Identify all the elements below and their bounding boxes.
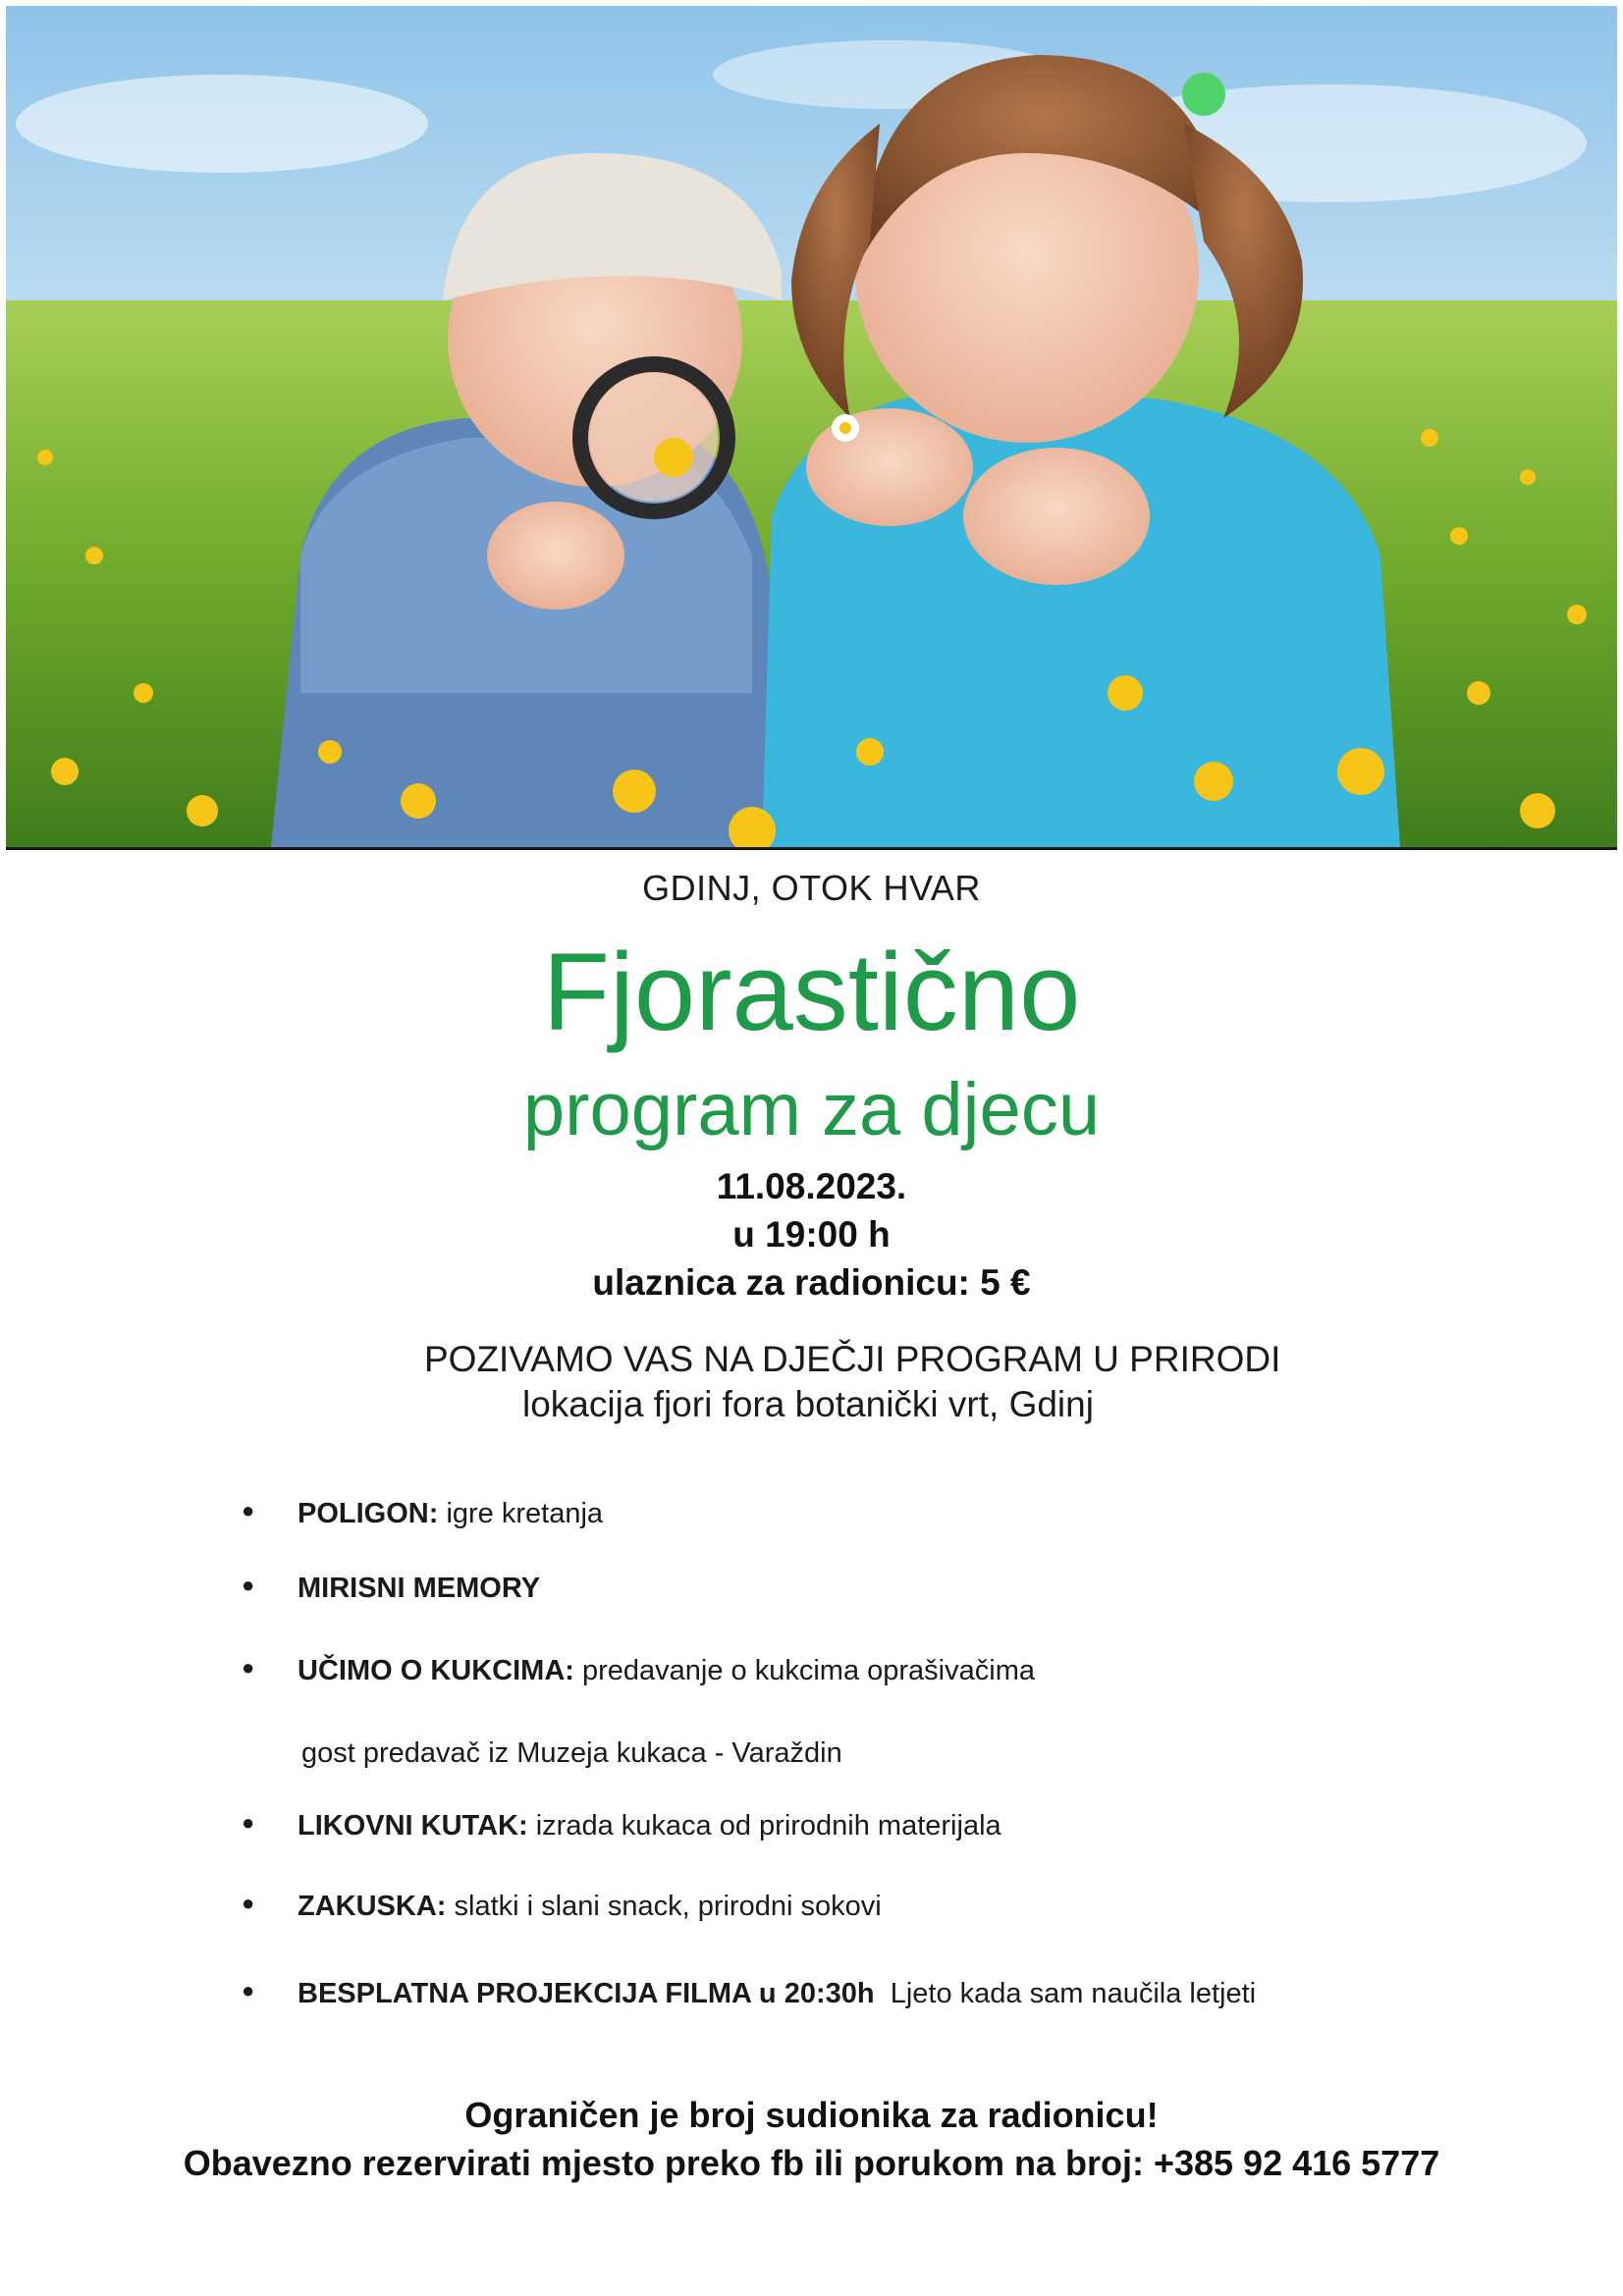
bullet-icon: ● (242, 1573, 255, 1597)
event-time: u 19:00 h (732, 1214, 891, 1255)
bullet-icon: ● (242, 1498, 255, 1522)
guest-lecturer-note: gost predavač iz Muzeja kukaca - Varaždin (301, 1737, 842, 1769)
bullet-icon: ● (242, 1978, 255, 2002)
event-subtitle: program za djecu (522, 1068, 1101, 1151)
item-label: UČIMO O KUKCIMA: (298, 1655, 574, 1686)
item-label: ZAKUSKA: (298, 1891, 447, 1922)
location-label: GDINJ, OTOK HVAR (642, 868, 981, 908)
item-text: izrada kukaca od prirodnih materijala (527, 1810, 1001, 1842)
item-text: Ljeto kada sam naučila letjeti (874, 1978, 1257, 2009)
hero-photo (6, 6, 1617, 850)
bullet-icon: ● (242, 1655, 255, 1680)
item-label: LIKOVNI KUTAK: (298, 1810, 528, 1842)
reservation-note: Obavezno rezervirati mjesto preko fb ili porukom na broj: +385 92 416 5777 (183, 2143, 1440, 2183)
item-text: predavanje o kukcima oprašivačima (573, 1655, 1035, 1686)
children-in-meadow-image (6, 6, 1617, 847)
invitation-location: lokacija fjori fora botanički vrt, Gdinj (522, 1384, 1094, 1424)
bullet-icon: ● (242, 1810, 255, 1835)
item-label: MIRISNI MEMORY (298, 1573, 541, 1604)
item-label: POLIGON: (298, 1498, 439, 1529)
invitation-heading: POZIVAMO VAS NA DJEČJI PROGRAM U PRIRODI (424, 1339, 1281, 1379)
item-label: BESPLATNA PROJEKCIJA FILMA u 20:30h (298, 1978, 875, 2009)
item-text: slatki i slani snack, prirodni sokovi (446, 1891, 882, 1922)
event-date: 11.08.2023. (716, 1166, 907, 1206)
bullet-icon: ● (242, 1891, 255, 1915)
ticket-price: ulaznica za radionicu: 5 € (592, 1262, 1031, 1303)
participant-limit-note: Ograničen je broj sudionika za radionicu! (464, 2095, 1159, 2135)
event-title: Fjorastično (542, 931, 1081, 1053)
item-text: igre kretanja (438, 1498, 604, 1529)
